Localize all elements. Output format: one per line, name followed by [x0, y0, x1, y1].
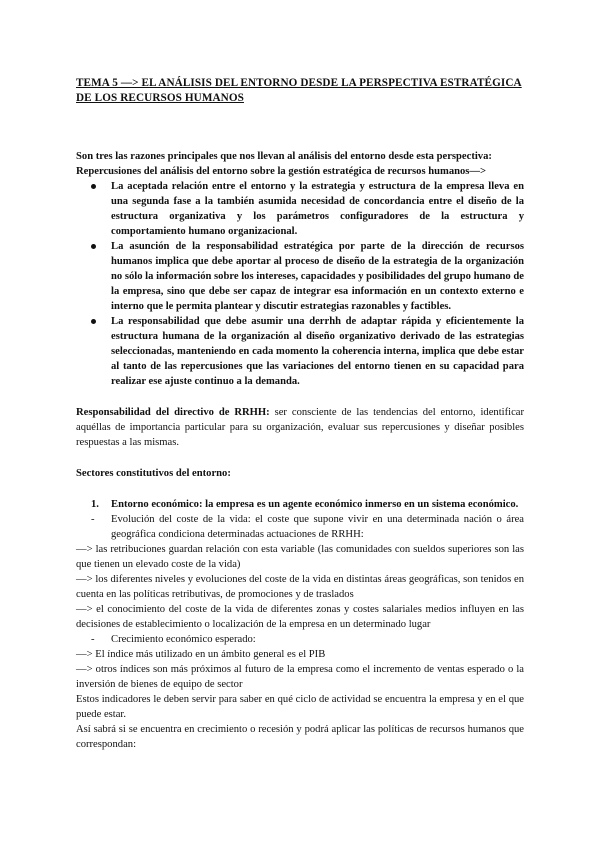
- dash-item-evolucion: [76, 512, 524, 542]
- item-number: 1.: [91, 499, 99, 510]
- reasons-list: [76, 179, 524, 389]
- list-item: [111, 239, 524, 314]
- list-item: [111, 179, 524, 239]
- spacer: [76, 450, 524, 466]
- responsabilidad-paragraph: [76, 405, 524, 450]
- bullet-text: La asunción de la responsabilidad estratégica por parte de la dirección de recursos humanos implica que debe aportar al proceso de diseño de la estrategia de la organización no sólo la información sobre los intereses, capacidades y posibilidades del grupo humano de la empresa, sino que debe ser capaz de integrar esa información en un contexto externo e interno que le permita plantear y discutir estrategias razonables y factibles.: [111, 241, 524, 312]
- responsabilidad-label: Responsabilidad del directivo de RRHH:: [76, 407, 270, 418]
- bullet-icon: [91, 184, 96, 189]
- arrow-line: —> otros índices son más próximos al futuro de la empresa como el incremento de ventas esperado o la inversión de bienes de equipo de sector: [76, 664, 524, 690]
- arrow-line: —> El índice más utilizado en un ámbito general es el PIB: [76, 649, 326, 660]
- bullet-icon: [91, 244, 96, 249]
- spacer: [76, 105, 524, 149]
- sectores-list: [76, 497, 524, 512]
- closing-paragraph: Así sabrá si se encuentra en crecimiento o recesión y podrá aplicar las políticas de recursos humanos que correspondan:: [76, 724, 524, 750]
- bullet-text: La responsabilidad que debe asumir una derrhh de adaptar rápida y eficientemente la estructura humana de la organización al diseño organizativo derivado de las estrategias seleccionadas, manteniendo en cada momento la coherencia interna, implica que debe estar al tanto de las repercusiones que las variaciones del entorno tienen en su capacidad para realizar ese ajuste continuo a la demanda.: [111, 316, 524, 387]
- bullet-text: La aceptada relación entre el entorno y la estrategia y estructura de la empresa lleva en una segunda fase a la también asumida necesidad de concordancia entre el diseño de la estructura organizativa y los parámetros configuradores de la estructura y comportamiento humano organizacional.: [111, 181, 524, 237]
- bullet-icon: [91, 319, 96, 324]
- spacer: [76, 389, 524, 405]
- dash-item-crecimiento: [76, 632, 524, 647]
- list-item: [91, 497, 524, 512]
- dash-mark: -: [91, 514, 95, 525]
- arrow-line: —> los diferentes niveles y evoluciones del coste de la vida en distintas áreas geográficas, son tenidos en cuenta en las políticas retributivas, de promociones y de traslados: [76, 574, 524, 600]
- sectores-heading: Sectores constitutivos del entorno:: [76, 468, 231, 479]
- closing-paragraph: Estos indicadores le deben servir para saber en qué ciclo de actividad se encuentra la empresa y en el que puede estar.: [76, 694, 524, 720]
- page-title: TEMA 5 —> EL ANÁLISIS DEL ENTORNO DESDE LA PERSPECTIVA ESTRATÉGICA DE LOS RECURSOS HUMANOS: [76, 77, 522, 104]
- dash-text: Evolución del coste de la vida: el coste que supone vivir en una determinada nación o área geográfica condiciona determinadas actuaciones de RRHH:: [111, 514, 524, 540]
- arrow-line: —> el conocimiento del coste de la vida de diferentes zonas y costes salariales medios influyen en las decisiones de establecimiento o localización de la empresa en un determinado lugar: [76, 604, 524, 630]
- list-item: [111, 314, 524, 389]
- intro-line-1: Son tres las razones principales que nos llevan al análisis del entorno desde esta perspectiva:: [76, 151, 492, 162]
- intro-line-2: Repercusiones del análisis del entorno sobre la gestión estratégica de recursos humanos—>: [76, 166, 487, 177]
- item-text: Entorno económico: la empresa es un agente económico inmerso en un sistema económico.: [111, 499, 519, 510]
- responsabilidad-text: ser consciente de las tendencias del entorno, identificar aquéllas de importancia particular para su organización, evaluar sus repercusiones y diseñar posibles respuestas a las mismas.: [76, 407, 525, 448]
- arrow-line: —> las retribuciones guardan relación con esta variable (las comunidades con sueldos superiores son las que tienen un elevado coste de la vida): [76, 544, 524, 570]
- spacer: [76, 481, 524, 497]
- dash-text: Crecimiento económico esperado:: [111, 634, 256, 645]
- dash-mark: -: [91, 634, 95, 645]
